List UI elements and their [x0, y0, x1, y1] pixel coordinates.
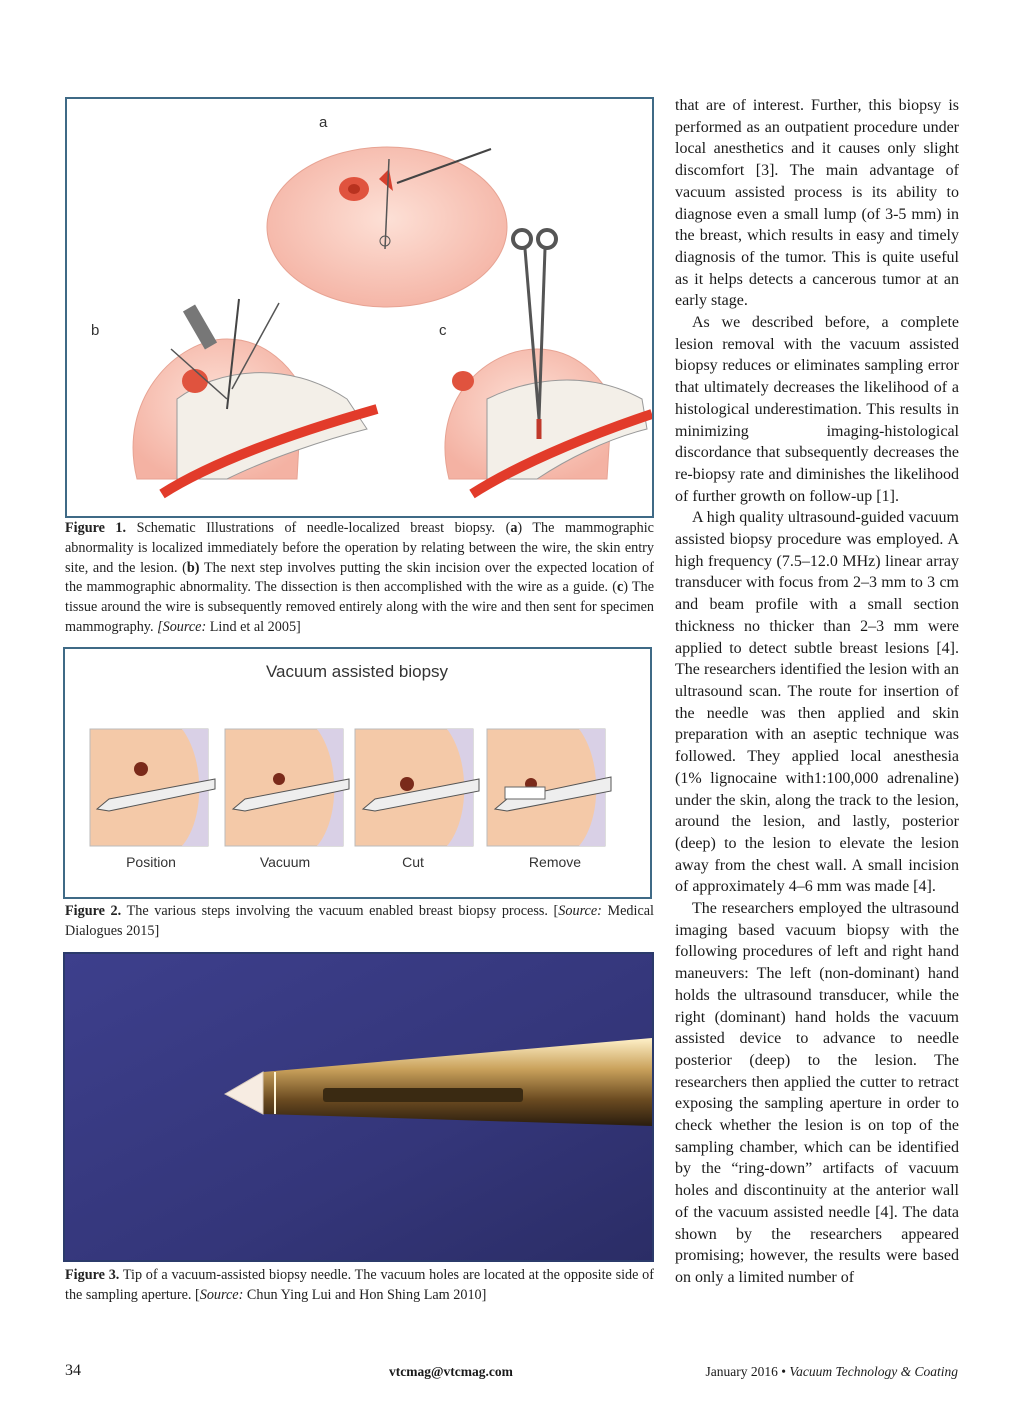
figure-1-source-label: [Source: — [157, 618, 207, 635]
figure-3-source: Chun Ying Lui and Hon Shing Lam 2010] — [243, 1286, 487, 1303]
panel-label-b: b — [91, 322, 100, 339]
scalpel-handle-b — [183, 304, 217, 349]
figure-1-caption: Figure 1. Schematic Illustrations of needle-localized breast biopsy. (a) The mammographic abnormality is localized immediately before the operation by relating between the wire, the skin entry site, and the lesion. (b) The next step involves putting the skin incision over the expected location of the mammographic abnormality. The dissection is then accomplished with the wire as a guide. (c) The tissue around the wire is subsequently removed entirely along with the wire and then sent for specimen mammography. [Source: Lind et al 2005] — [65, 520, 654, 635]
figure-1-illustration — [65, 97, 654, 518]
step-label-position: Position — [126, 854, 176, 870]
body-paragraph-4: The researchers employed the ultrasound imaging based vacuum biopsy with the following procedures of left and right hand maneuvers: The left (non-dominant) hand holds the ultrasound transducer, while the right (dominant) hand holds the vacuum assisted device to advance to needle posterior (deep) to the lesion. The researchers then applied the cutter to retract exposing the sampling aperture in order to check whether the lesion is on top of the sampling chamber, which can be identified by the “ring-down” artifacts of vacuum holes and discontinuity at the anterior wall of the vacuum assisted needle [4]. The data shown by the researchers appeared promising; however, the results were based on only a limited number of — [675, 900, 959, 1286]
scissors-ring-left — [513, 230, 531, 248]
figure-2-caption: Figure 2. The various steps involving the vacuum enabled breast biopsy process. [Source: Medical Dialogues 2015] — [65, 903, 654, 939]
panel-label-c: c — [439, 322, 447, 339]
lesion-b — [182, 369, 208, 393]
figure-3-caption: Figure 3. Tip of a vacuum-assisted biopsy needle. The vacuum holes are located at the opposite side of the sampling aperture. [Source: Chun Ying Lui and Hon Shing Lam 2010] — [65, 1267, 655, 1303]
page-number: 34 — [65, 1362, 81, 1379]
footer-issue — [706, 1364, 958, 1380]
figure-3-caption-lead: Figure 3. — [65, 1267, 120, 1283]
figure-2-source-label: Source: — [558, 903, 602, 919]
sampling-aperture — [323, 1088, 523, 1102]
figure-1-source: Lind et al 2005] — [206, 618, 301, 635]
step-panel-remove — [487, 729, 611, 870]
step-panel-vacuum — [225, 729, 349, 870]
panel-label-a: a — [319, 114, 328, 131]
step-panel-cut — [355, 729, 479, 870]
figure-2-caption-lead: Figure 2. — [65, 903, 122, 919]
figure-2-illustration — [63, 647, 652, 899]
figure-2-source: Medical Dialogues 2015] — [65, 903, 654, 939]
body-paragraph-2: As we described before, a complete lesion removal with the vacuum assisted biopsy reduces or eliminates sampling error that ultimately decreases the likelihood of a histological underestimation. This results in minimizing imaging-histological discordance that subsequently decreases the re-biopsy rate and diminishes the likelihood of further growth on follow-up [1]. — [675, 314, 959, 505]
footer-publication: Vacuum Technology & Coating — [789, 1364, 958, 1379]
step-panel-position — [90, 729, 215, 870]
figure-3-svg — [65, 954, 652, 1260]
step-label-remove: Remove — [528, 854, 582, 870]
scissors-ring-right — [538, 230, 556, 248]
step-label-cut: Cut — [402, 854, 424, 870]
footer-email: vtcmag@vtcmag.com — [389, 1364, 513, 1379]
body-paragraph-1: that are of interest. Further, this biopsy is performed as an outpatient procedure under local anesthetics and it causes only slight discomfort [3]. The main advantage of vacuum assisted process is its ability to diagnose even a small lump (of 3-5 mm) in the breast, which results in easy and timely diagnosis of the tumor. This is quite useful as it helps detects a cancerous tumor at an early stage. — [675, 97, 959, 310]
body-paragraph-3: A high quality ultrasound-guided vacuum assisted biopsy procedure was employed. A high frequency (7.5–12.0 MHz) linear array transducer with focus from 2–3 mm to 3 cm and beam profile with a small section thickness no thicker than 2–3 mm were applied to detect subtle breast lesions [4]. The researchers identified the lesion with an ultrasound scan. The route for insertion of the needle was then applied and skin preparation with an aseptic technique was followed. They applied local anesthesia (1% lignocaine with1:100,000 adrenaline) under the skin, along the track to the lesion, around the lesion, and lastly, posterior (deep) to the lesion to elevate the lesion away from the chest wall. A small incision of approximately 4–6 mm was made [4]. — [675, 509, 959, 896]
body-text-column — [675, 95, 959, 1289]
lesion-c — [452, 371, 474, 391]
step-label-vacuum: Vacuum — [259, 854, 311, 870]
footer-issue-date: January 2016 • — [705, 1364, 790, 1379]
figure-3-photo — [63, 952, 654, 1262]
figure-2-title: Vacuum assisted biopsy — [265, 662, 449, 681]
figure-3-source-label: Source: — [199, 1286, 244, 1303]
figure-2-svg — [65, 649, 650, 897]
figure-1-svg — [67, 99, 652, 516]
figure-1-caption-lead: Figure 1. — [65, 520, 127, 536]
